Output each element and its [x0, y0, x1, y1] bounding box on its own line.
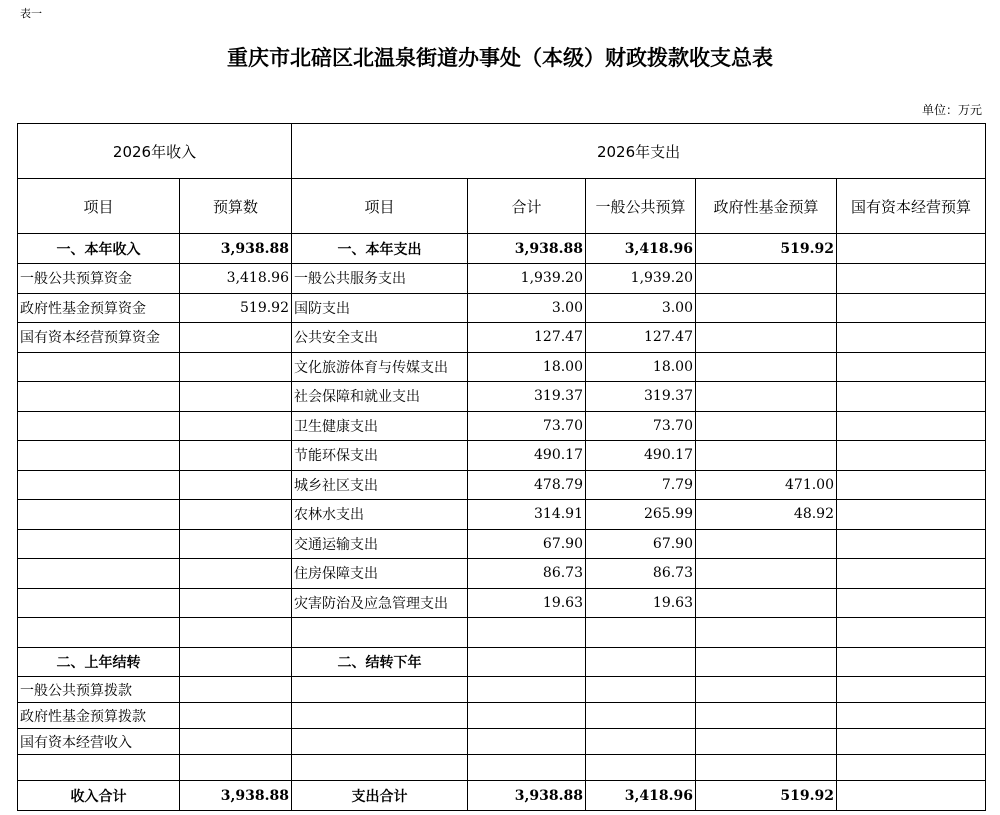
table-row	[18, 729, 986, 755]
table-row	[18, 677, 986, 703]
income-item-value	[180, 323, 292, 353]
expense-item-fund	[696, 441, 837, 471]
expense-item-general	[586, 618, 696, 648]
expense-group-header: 2026年支出	[292, 124, 986, 179]
income-item-label: 国有资本经营预算资金	[18, 323, 180, 353]
expense-item-total: 319.37	[468, 382, 586, 412]
empty-cell	[180, 677, 292, 703]
income-item-value	[180, 588, 292, 618]
expense-item-general: 19.63	[586, 588, 696, 618]
expense-item-label: 卫生健康支出	[292, 411, 468, 441]
expense-item-label: 社会保障和就业支出	[292, 382, 468, 412]
expense-item-state	[837, 352, 986, 382]
empty-cell	[180, 729, 292, 755]
empty-cell	[586, 647, 696, 677]
table-row	[18, 470, 986, 500]
empty-cell	[586, 677, 696, 703]
income-item-label	[18, 618, 180, 648]
table-row	[18, 703, 986, 729]
empty-cell	[837, 729, 986, 755]
column-header-row	[18, 179, 986, 234]
income-total-label: 收入合计	[18, 781, 180, 811]
expense-section-fund: 519.92	[696, 234, 837, 264]
expense-item-state	[837, 323, 986, 353]
income-carryover-value	[180, 647, 292, 677]
expense-item-general: 67.90	[586, 529, 696, 559]
expense-section-general: 3,418.96	[586, 234, 696, 264]
empty-cell	[292, 677, 468, 703]
income-item-value	[180, 352, 292, 382]
empty-cell	[837, 677, 986, 703]
empty-cell	[586, 729, 696, 755]
table-number-tag: 表一	[20, 7, 42, 20]
expense-item-label: 住房保障支出	[292, 559, 468, 589]
empty-cell	[468, 677, 586, 703]
income-carryover-label: 二、上年结转	[18, 647, 180, 677]
expense-item-general: 1,939.20	[586, 264, 696, 294]
section2-row	[18, 647, 986, 677]
expense-item-label	[292, 618, 468, 648]
table-row	[18, 352, 986, 382]
expense-item-fund	[696, 559, 837, 589]
table-row	[18, 618, 986, 648]
expense-item-general: 127.47	[586, 323, 696, 353]
empty-cell	[468, 729, 586, 755]
table-row	[18, 559, 986, 589]
income-item-value	[180, 559, 292, 589]
expense-item-fund	[696, 529, 837, 559]
expense-item-state	[837, 559, 986, 589]
expense-item-total	[468, 618, 586, 648]
expense-section-label: 一、本年支出	[292, 234, 468, 264]
expense-item-fund: 48.92	[696, 500, 837, 530]
expense-item-total: 86.73	[468, 559, 586, 589]
carryover-item-label	[18, 755, 180, 781]
col-header-general: 一般公共预算	[586, 179, 696, 234]
income-item-label	[18, 500, 180, 530]
empty-cell	[292, 703, 468, 729]
empty-cell	[468, 755, 586, 781]
empty-cell	[837, 647, 986, 677]
table-row	[18, 529, 986, 559]
expense-item-general: 319.37	[586, 382, 696, 412]
expense-item-label: 城乡社区支出	[292, 470, 468, 500]
expense-item-label: 农林水支出	[292, 500, 468, 530]
carryover-item-label: 政府性基金预算拨款	[18, 703, 180, 729]
expense-item-total: 18.00	[468, 352, 586, 382]
empty-cell	[292, 729, 468, 755]
expense-item-state	[837, 411, 986, 441]
income-item-value	[180, 618, 292, 648]
expense-item-state	[837, 500, 986, 530]
carryover-item-label: 一般公共预算拨款	[18, 677, 180, 703]
page-title: 重庆市北碚区北温泉街道办事处（本级）财政拨款收支总表	[227, 46, 773, 70]
expense-item-label: 灾害防治及应急管理支出	[292, 588, 468, 618]
income-item-value	[180, 529, 292, 559]
expense-item-total: 478.79	[468, 470, 586, 500]
expense-item-label: 一般公共服务支出	[292, 264, 468, 294]
expense-item-total: 1,939.20	[468, 264, 586, 294]
income-item-label	[18, 470, 180, 500]
table-row	[18, 500, 986, 530]
empty-cell	[180, 703, 292, 729]
expense-total-label: 支出合计	[292, 781, 468, 811]
expense-item-total: 3.00	[468, 293, 586, 323]
empty-cell	[696, 647, 837, 677]
expense-item-fund	[696, 293, 837, 323]
expense-item-label: 国防支出	[292, 293, 468, 323]
col-header-income-item: 项目	[18, 179, 180, 234]
section1-row	[18, 234, 986, 264]
group-header-row	[18, 124, 986, 179]
income-item-label	[18, 529, 180, 559]
expense-item-fund	[696, 618, 837, 648]
expense-item-general: 7.79	[586, 470, 696, 500]
expense-item-fund	[696, 588, 837, 618]
income-section-label: 一、本年收入	[18, 234, 180, 264]
expense-total-general: 3,418.96	[586, 781, 696, 811]
expense-item-fund	[696, 352, 837, 382]
expense-item-state	[837, 382, 986, 412]
empty-cell	[837, 703, 986, 729]
expense-item-total: 490.17	[468, 441, 586, 471]
expense-item-general: 18.00	[586, 352, 696, 382]
expense-item-total: 127.47	[468, 323, 586, 353]
expense-total-total: 3,938.88	[468, 781, 586, 811]
expense-item-general: 3.00	[586, 293, 696, 323]
empty-cell	[586, 703, 696, 729]
expense-item-fund	[696, 382, 837, 412]
expense-item-state	[837, 441, 986, 471]
income-item-label	[18, 559, 180, 589]
table-row	[18, 264, 986, 294]
income-item-label	[18, 588, 180, 618]
expense-item-total: 67.90	[468, 529, 586, 559]
col-header-expense-item: 项目	[292, 179, 468, 234]
table-row	[18, 323, 986, 353]
empty-cell	[696, 703, 837, 729]
income-item-value	[180, 500, 292, 530]
table-row	[18, 755, 986, 781]
income-item-value	[180, 411, 292, 441]
expense-carryover-label: 二、结转下年	[292, 647, 468, 677]
expense-total-state	[837, 781, 986, 811]
unit-label: 单位：万元	[921, 103, 982, 117]
table-row	[18, 382, 986, 412]
col-header-fund: 政府性基金预算	[696, 179, 837, 234]
empty-cell	[696, 755, 837, 781]
table-row	[18, 411, 986, 441]
income-item-value	[180, 441, 292, 471]
table-row	[18, 588, 986, 618]
empty-cell	[468, 703, 586, 729]
income-item-label: 政府性基金预算资金	[18, 293, 180, 323]
expense-item-fund: 471.00	[696, 470, 837, 500]
table-row	[18, 441, 986, 471]
col-header-state: 国有资本经营预算	[837, 179, 986, 234]
expense-item-fund	[696, 264, 837, 294]
income-total-value: 3,938.88	[180, 781, 292, 811]
income-item-value: 3,418.96	[180, 264, 292, 294]
expense-section-state	[837, 234, 986, 264]
col-header-total: 合计	[468, 179, 586, 234]
income-item-label: 一般公共预算资金	[18, 264, 180, 294]
expense-item-general: 73.70	[586, 411, 696, 441]
empty-cell	[586, 755, 696, 781]
income-item-value	[180, 382, 292, 412]
expense-item-label: 公共安全支出	[292, 323, 468, 353]
expense-item-state	[837, 264, 986, 294]
income-item-label	[18, 411, 180, 441]
expense-item-label: 文化旅游体育与传媒支出	[292, 352, 468, 382]
empty-cell	[696, 677, 837, 703]
expense-item-general: 86.73	[586, 559, 696, 589]
expense-item-total: 314.91	[468, 500, 586, 530]
expense-item-fund	[696, 411, 837, 441]
totals-row	[18, 781, 986, 811]
expense-item-total: 19.63	[468, 588, 586, 618]
income-item-value: 519.92	[180, 293, 292, 323]
empty-cell	[696, 729, 837, 755]
expense-total-fund: 519.92	[696, 781, 837, 811]
carryover-item-label: 国有资本经营收入	[18, 729, 180, 755]
expense-item-state	[837, 470, 986, 500]
table-row	[18, 293, 986, 323]
income-item-label	[18, 352, 180, 382]
expense-item-state	[837, 618, 986, 648]
expense-item-state	[837, 529, 986, 559]
col-header-budget: 预算数	[180, 179, 292, 234]
empty-cell	[292, 755, 468, 781]
expense-item-state	[837, 588, 986, 618]
income-item-value	[180, 470, 292, 500]
empty-cell	[468, 647, 586, 677]
income-group-header: 2026年收入	[18, 124, 292, 179]
empty-cell	[180, 755, 292, 781]
empty-cell	[837, 755, 986, 781]
expense-item-total: 73.70	[468, 411, 586, 441]
income-item-label	[18, 382, 180, 412]
expense-item-fund	[696, 323, 837, 353]
budget-summary-table	[17, 123, 986, 811]
expense-item-state	[837, 293, 986, 323]
expense-section-total: 3,938.88	[468, 234, 586, 264]
income-item-label	[18, 441, 180, 471]
expense-item-label: 节能环保支出	[292, 441, 468, 471]
expense-item-general: 490.17	[586, 441, 696, 471]
income-section-value: 3,938.88	[180, 234, 292, 264]
expense-item-general: 265.99	[586, 500, 696, 530]
expense-item-label: 交通运输支出	[292, 529, 468, 559]
